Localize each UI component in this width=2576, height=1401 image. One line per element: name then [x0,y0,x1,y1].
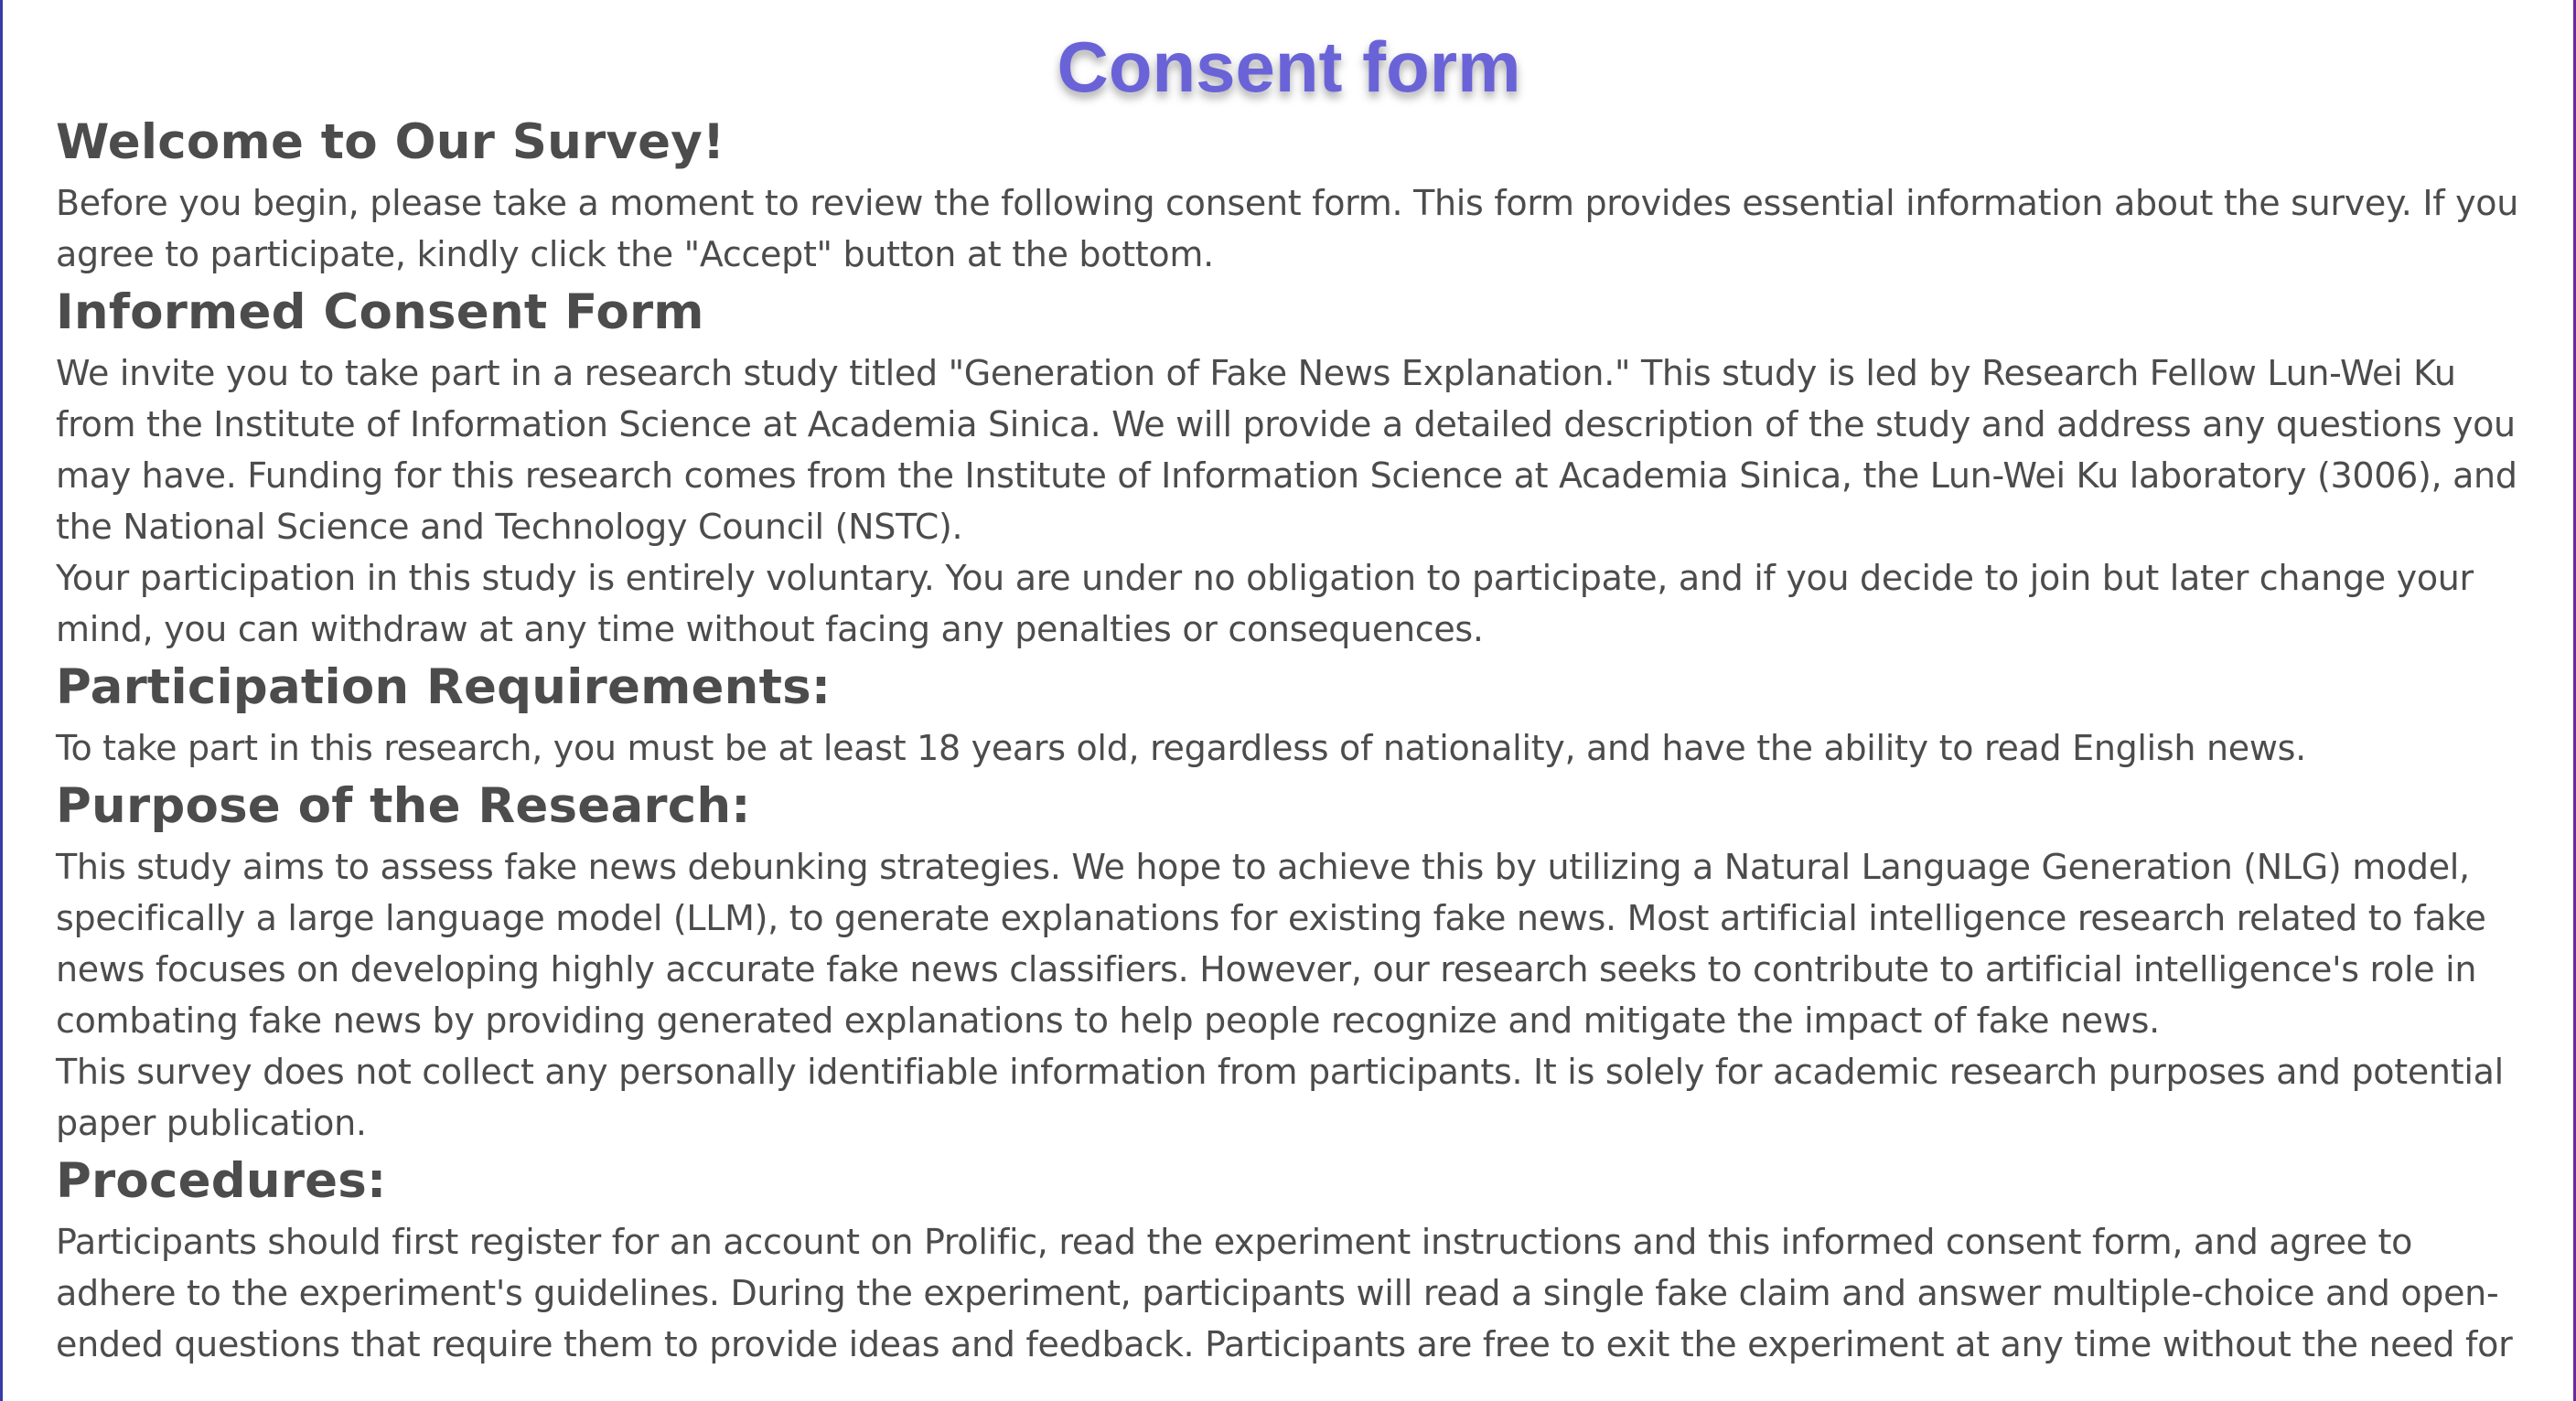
requirements-text: To take part in this research, you must be at least 18 years old, regardless of nationality, and have the ability to read English news. [56,728,2306,768]
procedures-text: Participants should first register for an account on Prolific, read the experiment instructions and this informed consent form, and agree to adhere to the experiment's guidelines. During the experiment, participants will read a single fake claim and answer multiple-choice and open-ended questions that require them to provide ideas and feedback. Participants are free to exit the experiment at any time without the need for [56,1222,2513,1364]
consent-content [3,0,2573,1370]
informed-consent-paragraph: We invite you to take part in a research study titled "Generation of Fake News Explanation." This study is led by Research Fellow Lun-Wei Ku from the Institute of Information Science at Academia Sinica. We will provide a detailed description of the study and address any questions you may have. Funding for this research comes from the Institute of Information Science at Academia Sinica, the Lun-Wei Ku laboratory (3006), and the National Science and Technology Council (NSTC). [56,353,2517,547]
requirements-heading: Participation Requirements: [56,659,832,715]
welcome-text: Before you begin, please take a moment to review the following consent form. This form provides essential information about the survey. If you agree to participate, kindly click the "Accept" button at the bottom. [56,183,2519,274]
procedures-heading: Procedures: [56,1153,387,1209]
page-title: Consent form [1057,27,1521,107]
welcome-heading: Welcome to Our Survey! [56,114,725,170]
privacy-paragraph: This survey does not collect any personally identifiable information from participants. It is solely for academic research purposes and potential paper publication. [56,1052,2504,1143]
purpose-paragraph: This study aims to assess fake news debunking strategies. We hope to achieve this by utilizing a Natural Language Generation (NLG) model, specifically a large language model (LLM), to generate explanations for existing fake news. Most artificial intelligence research related to fake news focuses on developing highly accurate fake news classifiers. However, our research seeks to contribute to artificial intelligence's role in combating fake news by providing generated explanations to help people recognize and mitigate the impact of fake news. [56,847,2486,1041]
purpose-heading: Purpose of the Research: [56,778,751,834]
voluntary-participation-paragraph: Your participation in this study is entirely voluntary. You are under no obligation to participate, and if you decide to join but later change your mind, you can withdraw at any time without facing any penalties or consequences. [56,558,2474,649]
informed-consent-heading: Informed Consent Form [56,284,704,340]
